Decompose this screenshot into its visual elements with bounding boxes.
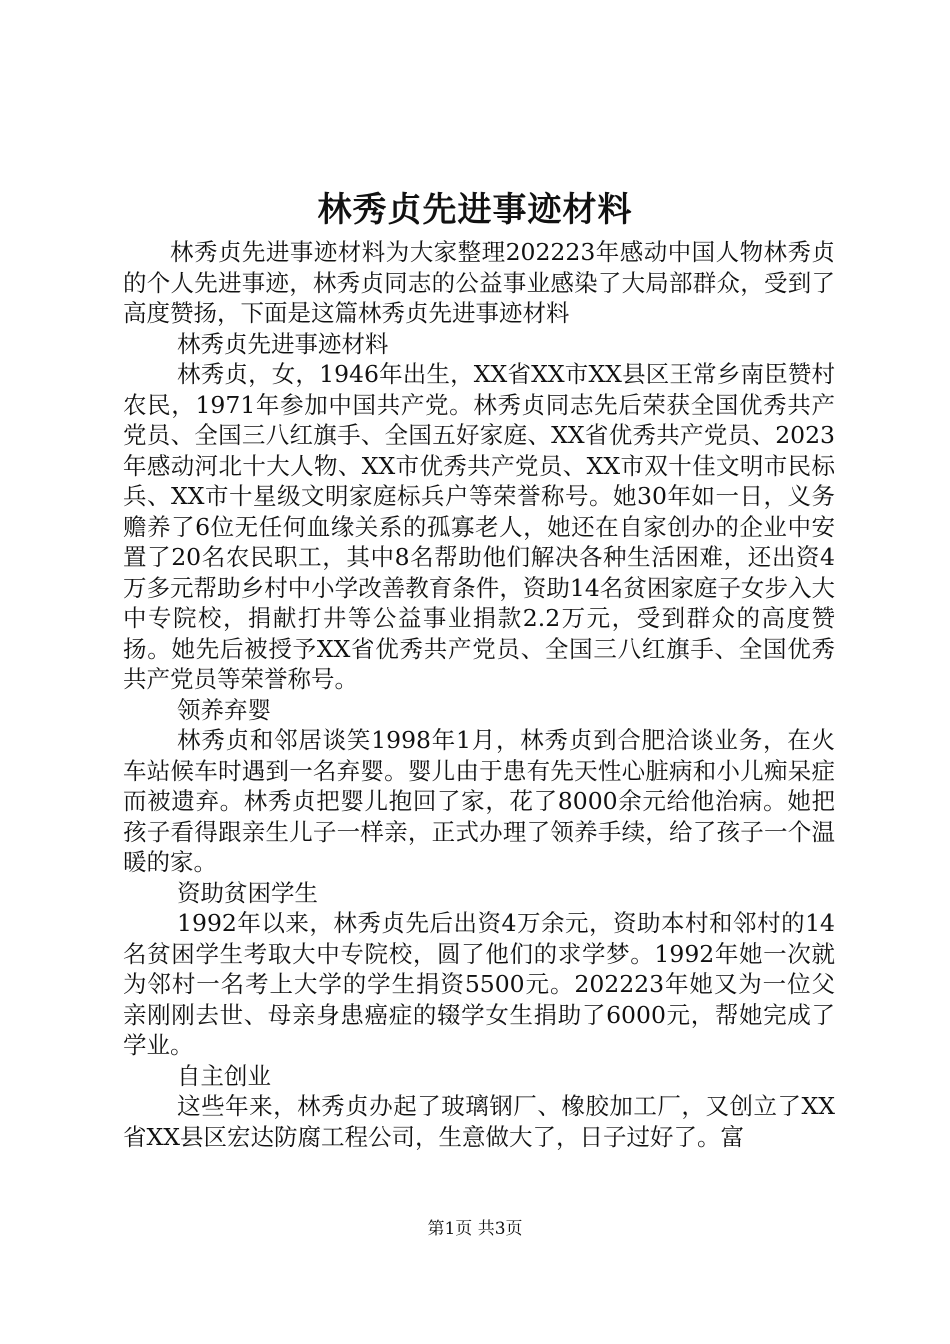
profile-paragraph: 林秀贞，女，1946年出生，XX省XX市XX县区王常乡南臣赞村农民，1971年参加中国共产党。林秀贞同志先后荣获全国优秀共产党员、全国三八红旗手、全国五好家庭、XX省优秀共产党员、2023年感动河北十大人物、XX市优秀共产党员、XX市双十佳文明市民标兵、XX市十星级文明家庭标兵户等荣誉称号。她30年如一日，义务赡养了6位无任何血缘关系的孤寡老人，她还在自家创办的企业中安置了20名农民职工，其中8名帮助他们解决各种生活困难，还出资4万多元帮助乡村中小学改善教育条件，资助14名贫困家庭子女步入大中专院校，捐献打井等公益事业捐款2.2万元，受到群众的高度赞扬。她先后被授予XX省优秀共产党员、全国三八红旗手、全国优秀共产党员等荣誉称号。: [123, 360, 835, 693]
section-heading-business: 自主创业: [177, 1061, 272, 1090]
section-text-adoption: 林秀贞和邻居谈笑1998年1月，林秀贞到合肥洽谈业务，在火车站候车时遇到一名弃婴。婴儿由于患有先天性心脏病和小儿痴呆症而被遗弃。林秀贞把婴儿抱回了家，花了8000余元给他治病。她把孩子看得跟亲生儿子一样亲，正式办理了领养手续，给了孩子一个温暖的家。: [123, 726, 835, 876]
page-number-footer: 第1页 共3页: [427, 1219, 523, 1239]
intro-paragraph: 林秀贞先进事迹材料为大家整理202223年感动中国人物林秀贞的个人先进事迹，林秀贞同志的公益事业感染了大局部群众，受到了高度赞扬，下面是这篇林秀贞先进事迹材料: [123, 238, 835, 327]
section-heading-adoption: 领养弃婴: [177, 695, 272, 724]
subtitle-heading: 林秀贞先进事迹材料: [177, 329, 389, 358]
section-heading-students: 资助贫困学生: [177, 878, 319, 907]
section-text-business: 这些年来，林秀贞办起了玻璃钢厂、橡胶加工厂，又创立了XX省XX县区宏达防腐工程公司，生意做大了，日子过好了。富: [123, 1092, 835, 1151]
document-title: 林秀贞先进事迹材料: [317, 190, 633, 230]
section-text-students: 1992年以来，林秀贞先后出资4万余元，资助本村和邻村的14名贫困学生考取大中专院校，圆了他们的求学梦。1992年她一次就为邻村一名考上大学的学生捐资5500元。202223年她又为一位父亲刚刚去世、母亲身患癌症的辍学女生捐助了6000元，帮她完成了学业。: [123, 909, 835, 1059]
document-body: [123, 237, 835, 1152]
